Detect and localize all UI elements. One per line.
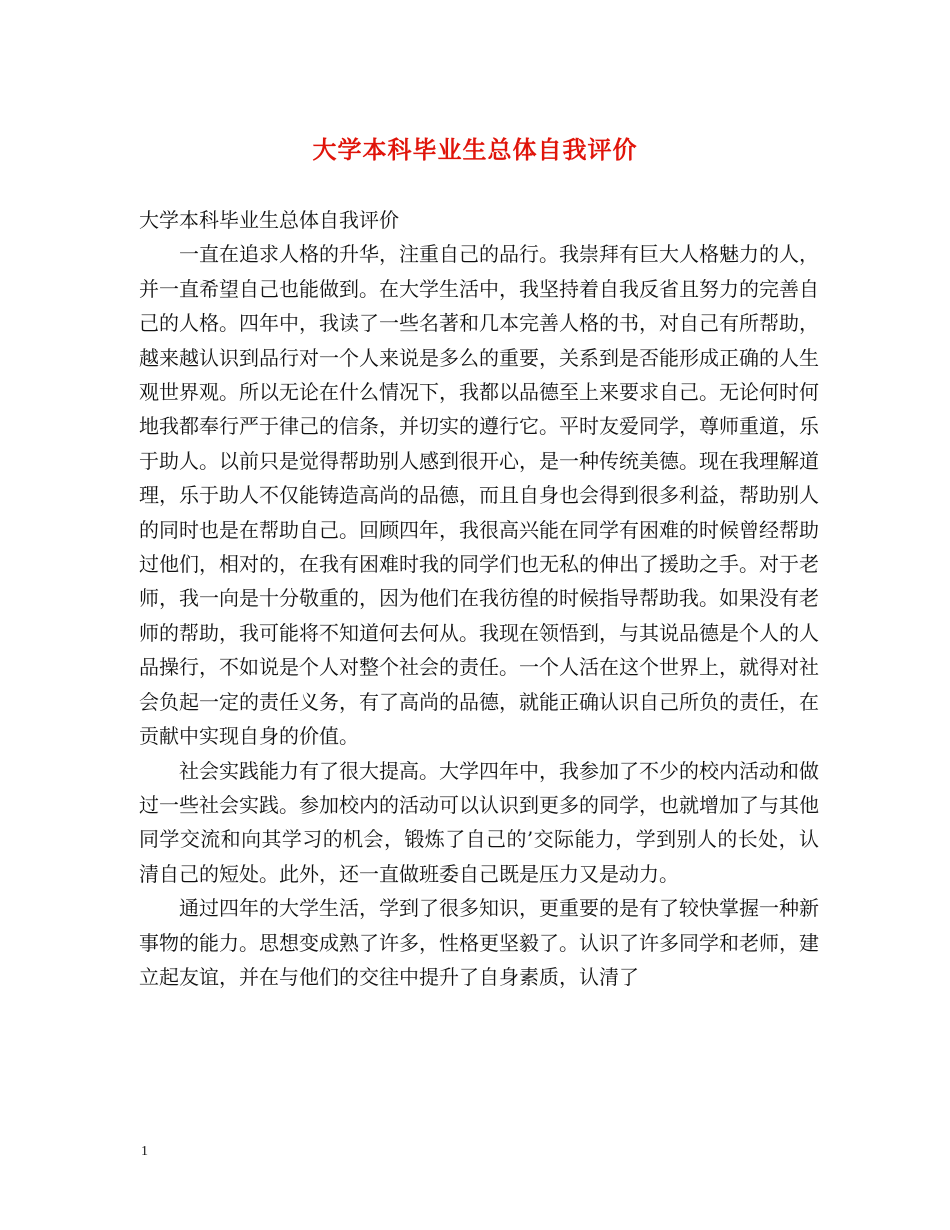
page-number: 1 [141, 1144, 148, 1159]
document-body [139, 203, 819, 994]
document-title: 大学本科毕业生总体自我评价 [312, 135, 638, 164]
paragraph-social-practice: 社会实践能力有了很大提高。大学四年中，我参加了不少的校内活动和做过一些社会实践。参加校内的活动可以认识到更多的同学，也就增加了与其他同学交流和向其学习的机会，锻炼了自己的’交际能力，学到别人的长处，认清自己的短处。此外，还一直做班委自己既是压力又是动力。 [139, 758, 819, 886]
document-subtitle: 大学本科毕业生总体自我评价 [139, 208, 399, 232]
paragraph-character: 一直在追求人格的升华，注重自己的品行。我崇拜有巨大人格魅力的人，并一直希望自己也能做到。在大学生活中，我坚持着自我反省且努力的完善自己的人格。四年中，我读了一些名著和几本完善人格的书，对自己有所帮助，越来越认识到品行对一个人来说是多么的重要，关系到是否能形成正确的人生观世界观。所以无论在什么情况下，我都以品德至上来要求自己。无论何时何地我都奉行严于律己的信条，并切实的遵行它。平时友爱同学，尊师重道，乐于助人。以前只是觉得帮助别人感到很开心，是一种传统美德。现在我理解道理，乐于助人不仅能铸造高尚的品德，而且自身也会得到很多利益，帮助别人的同时也是在帮助自己。回顾四年，我很高兴能在同学有困难的时候曾经帮助过他们，相对的，在我有困难时我的同学们也无私的伸出了援助之手。对于老师，我一向是十分敬重的，因为他们在我彷徨的时候指导帮助我。如果没有老师的帮助，我可能将不知道何去何从。我现在领悟到，与其说品德是个人的人品操行，不如说是个人对整个社会的责任。一个人活在这个世界上，就得对社会负起一定的责任义务，有了高尚的品德，就能正确认识自己所负的责任，在贡献中实现自身的价值。 [139, 242, 819, 749]
paragraph-knowledge: 通过四年的大学生活，学到了很多知识，更重要的是有了较快掌握一种新事物的能力。思想变成熟了许多，性格更坚毅了。认识了许多同学和老师，建立起友谊，并在与他们的交往中提升了自身素质，认清了 [139, 896, 819, 989]
